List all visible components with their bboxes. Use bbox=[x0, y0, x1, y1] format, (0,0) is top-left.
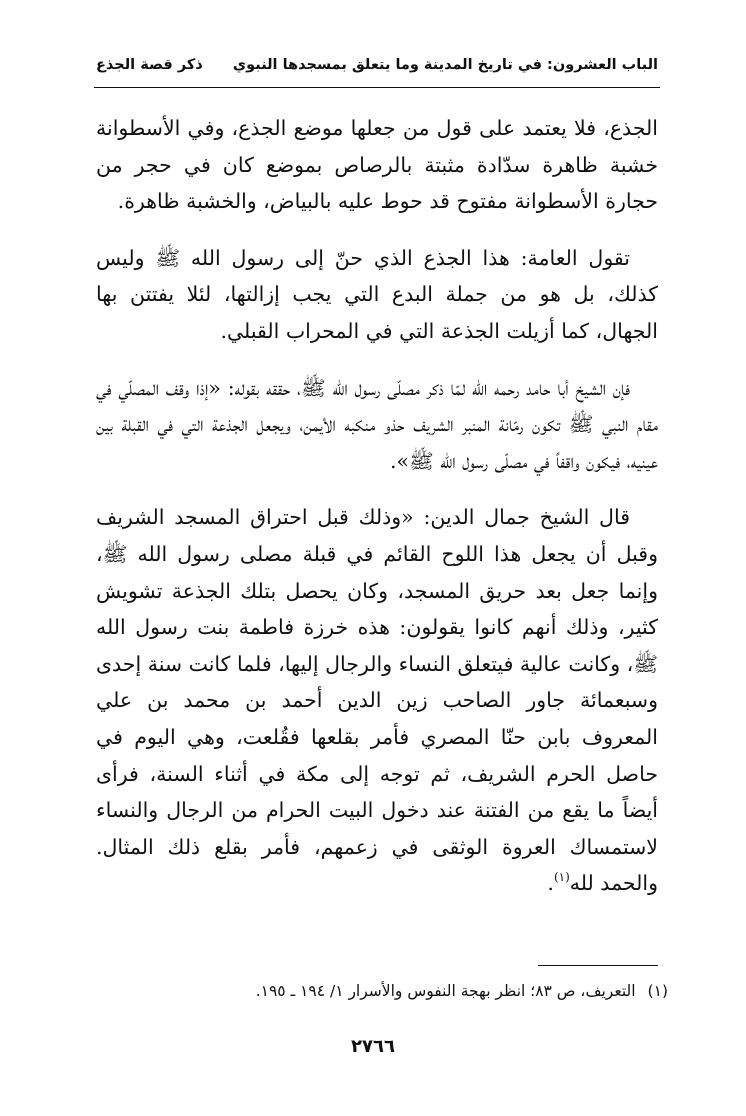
footnote-text: التعريف، ص ٨٣؛ انظر بهجة النفوس والأسرار ١/ ١٩٤ ـ ١٩٥. bbox=[255, 982, 636, 1000]
footnote-marker: (١) bbox=[647, 982, 668, 1000]
footnote-reference[interactable]: (١) bbox=[553, 870, 570, 885]
body-text bbox=[96, 110, 658, 922]
chapter-title: الباب العشرون: في تاريخ المدينة وما يتعلق بمسجدها النبوي bbox=[232, 57, 658, 73]
paragraph-3: فإن الشيخ أبا حامد رحمه الله لمّا ذكر مصلّى رسول الله ﷺ، حققه بقوله: «إذا وقف المصلّي في مقام النبي ﷺ تكون رمّانة المنبر الشريف حذو منكبه الأيمن، ويجعل الجذعة التي في القبلة بين عينيه، فيكون واقفاً في مصلّى رسول الله ﷺ». bbox=[96, 375, 658, 473]
running-header bbox=[96, 50, 658, 80]
paragraph-1: الجذع، فلا يعتمد على قول من جعلها موضع الجذع، وفي الأسطوانة خشبة ظاهرة سدّادة مثبتة بالرصاص بموضع كان في حجر من حجارة الأسطوانة مفتوح قد حوط عليه بالبياض، والخشبة ظاهرة. bbox=[96, 116, 658, 214]
page-number: ٢٧٦٦ bbox=[351, 1036, 395, 1057]
paragraph-4-text: قال الشيخ جمال الدين: «وذلك قبل احتراق المسجد الشريف وقبل أن يجعل هذا اللوح القائم في قبلة مصلى رسول الله ﷺ، وإنما جعل بعد حريق المسجد، وكان يحصل بتلك الجذعة تشويش كثير، وذلك أنهم كانوا يقولون: هذه خرزة فاطمة بنت رسول الله ﷺ، وكانت عالية فيتعلق النساء والرجال إليها، فلما كانت سنة إحدى وسبعمائة جاور الصاحب زين الدين أحمد بن محمد بن علي المعروف بابن حنّا المصري فأمر بقلعها فقُلعت، وهي اليوم في حاصل الحرم الشريف، ثم توجه إلى مكة في أثناء السنة، فرأى أيضاً ما يقع من الفتنة عند دخول البيت الحرام من الرجال والنساء لاستمساك العروة الوثقى في زعمهم، فأمر بقلع ذلك المثال. والحمد لله bbox=[96, 505, 658, 896]
footnote-divider bbox=[538, 965, 658, 966]
footnote bbox=[96, 978, 668, 1004]
section-title: ذكر قصة الجذع bbox=[96, 57, 203, 73]
paragraph-2: تقول العامة: هذا الجذع الذي حنّ إلى رسول الله ﷺ وليس كذلك، بل هو من جملة البدع التي يجب إزالتها، لئلا يفتتن بها الجهال، كما أزيلت الجذعة التي في المحراب القبلي. bbox=[96, 245, 658, 343]
header-divider bbox=[94, 87, 660, 88]
paragraph-4: قال الشيخ جمال الدين: «وذلك قبل احتراق المسجد الشريف وقبل أن يجعل هذا اللوح القائم في قبلة مصلى رسول الله ﷺ، وإنما جعل بعد حريق المسجد، وكان يحصل بتلك الجذعة تشويش كثير، وذلك أنهم كانوا يقولون: هذه خرزة فاطمة بنت رسول الله ﷺ، وكانت عالية فيتعلق النساء والرجال إليها، فلما كانت سنة إحدى وسبعمائة جاور الصاحب زين الدين أحمد بن محمد بن علي المعروف بابن حنّا المصري فأمر بقلعها فقُلعت، وهي اليوم في حاصل الحرم الشريف، ثم توجه إلى مكة في أثناء السنة، فرأى أيضاً ما يقع من الفتنة عند دخول البيت الحرام من الرجال والنساء لاستمساك العروة الوثقى في زعمهم، فأمر بقلع ذلك المثال. والحمد لله$^{(١)}$. bbox=[96, 505, 658, 896]
